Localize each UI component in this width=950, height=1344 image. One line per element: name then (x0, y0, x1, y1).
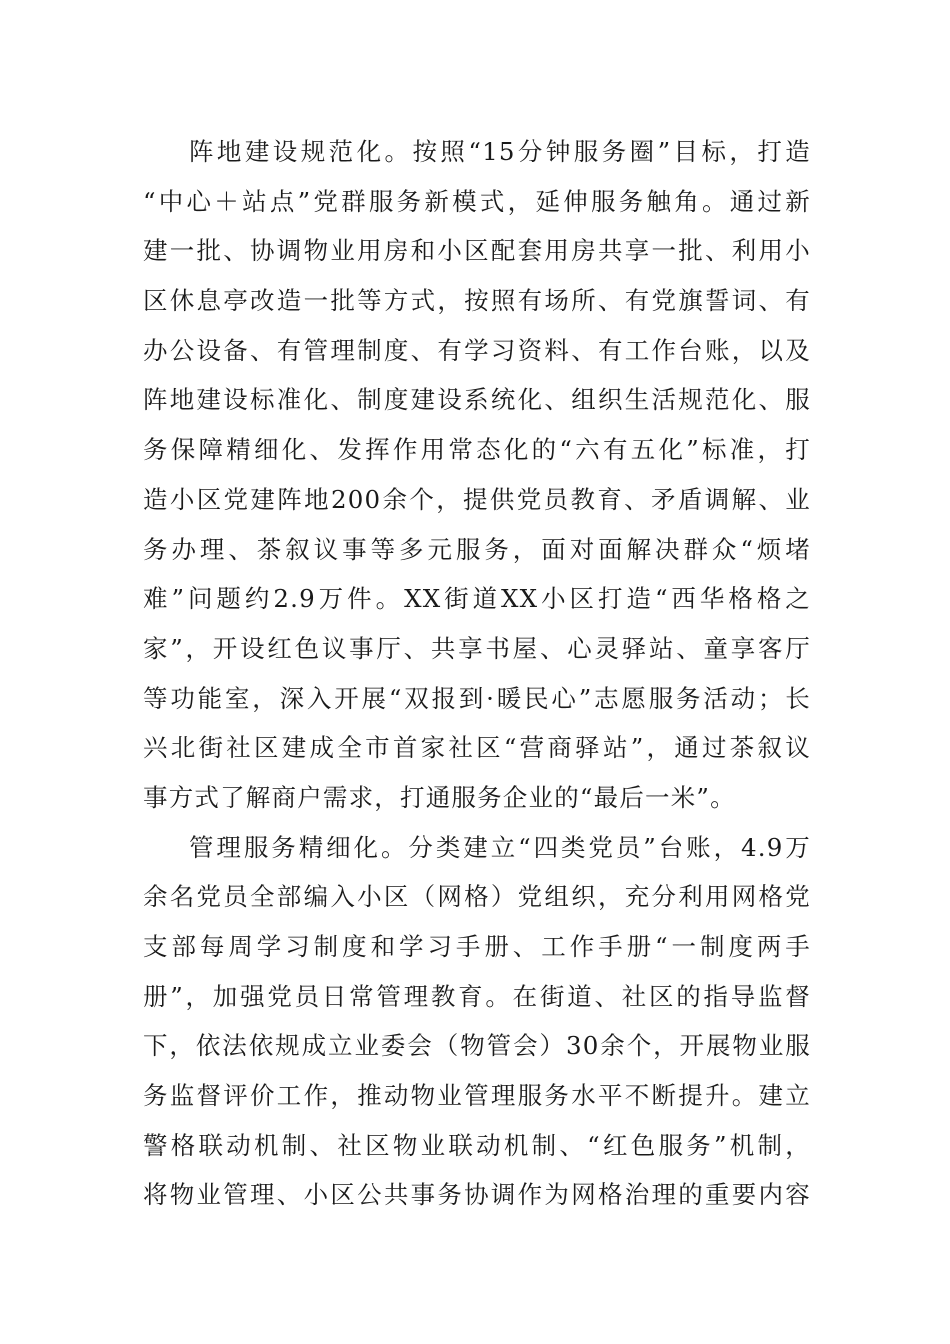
text-line: 余名党员全部编入小区（网格）党组织，充分利用网格党 (143, 882, 811, 912)
text-line: “中心＋站点”党群服务新模式，延伸服务触角。通过新 (143, 186, 811, 216)
text-line: 办公设备、有管理制度、有学习资料、有工作台账，以及 (143, 335, 811, 365)
text-line: 阵地建设规范化。按照“15分钟服务圈”目标，打造 (189, 137, 811, 166)
text-line: 务保障精细化、发挥作用常态化的“六有五化”标准，打 (143, 435, 811, 465)
text-line: 警格联动机制、社区物业联动机制、“红色服务”机制， (143, 1130, 811, 1160)
text-line: 将物业管理、小区公共事务协调作为网格治理的重要内容 (143, 1180, 811, 1210)
paragraph-management-service (143, 823, 811, 1221)
text-line: 阵地建设标准化、制度建设系统化、组织生活规范化、服 (143, 385, 811, 415)
document-body (143, 127, 811, 1220)
text-line: 册”，加强党员日常管理教育。在街道、社区的指导监督 (143, 981, 811, 1011)
text-line: 务办理、茶叙议事等多元服务，面对面解决群众“烦堵 (143, 534, 811, 564)
text-line: 管理服务精细化。分类建立“四类党员”台账，4.9万 (189, 832, 811, 862)
text-line: 兴北街社区建成全市首家社区“营商驿站”，通过茶叙议 (143, 733, 811, 763)
text-line: 支部每周学习制度和学习手册、工作手册“一制度两手 (143, 932, 811, 961)
text-line: 家”，开设红色议事厅、共享书屋、心灵驿站、童享客厅 (143, 633, 811, 663)
text-line: 建一批、协调物业用房和小区配套用房共享一批、利用小 (143, 236, 811, 266)
text-line: 造小区党建阵地200余个，提供党员教育、矛盾调解、业 (143, 484, 811, 514)
text-line: 事方式了解商户需求，打通服务企业的“最后一米”。 (143, 782, 736, 812)
text-line: 难”问题约2.9万件。XX街道XX小区打造“西华格格之 (143, 584, 811, 614)
text-line: 务监督评价工作，推动物业管理服务水平不断提升。建立 (143, 1081, 811, 1111)
text-line: 区休息亭改造一批等方式，按照有场所、有党旗誓词、有 (143, 286, 811, 316)
text-line: 下，依法依规成立业委会（物管会）30余个，开展物业服 (143, 1031, 811, 1061)
text-line: 等功能室，深入开展“双报到·暖民心”志愿服务活动；长 (143, 683, 811, 713)
paragraph-position-building (143, 127, 811, 823)
